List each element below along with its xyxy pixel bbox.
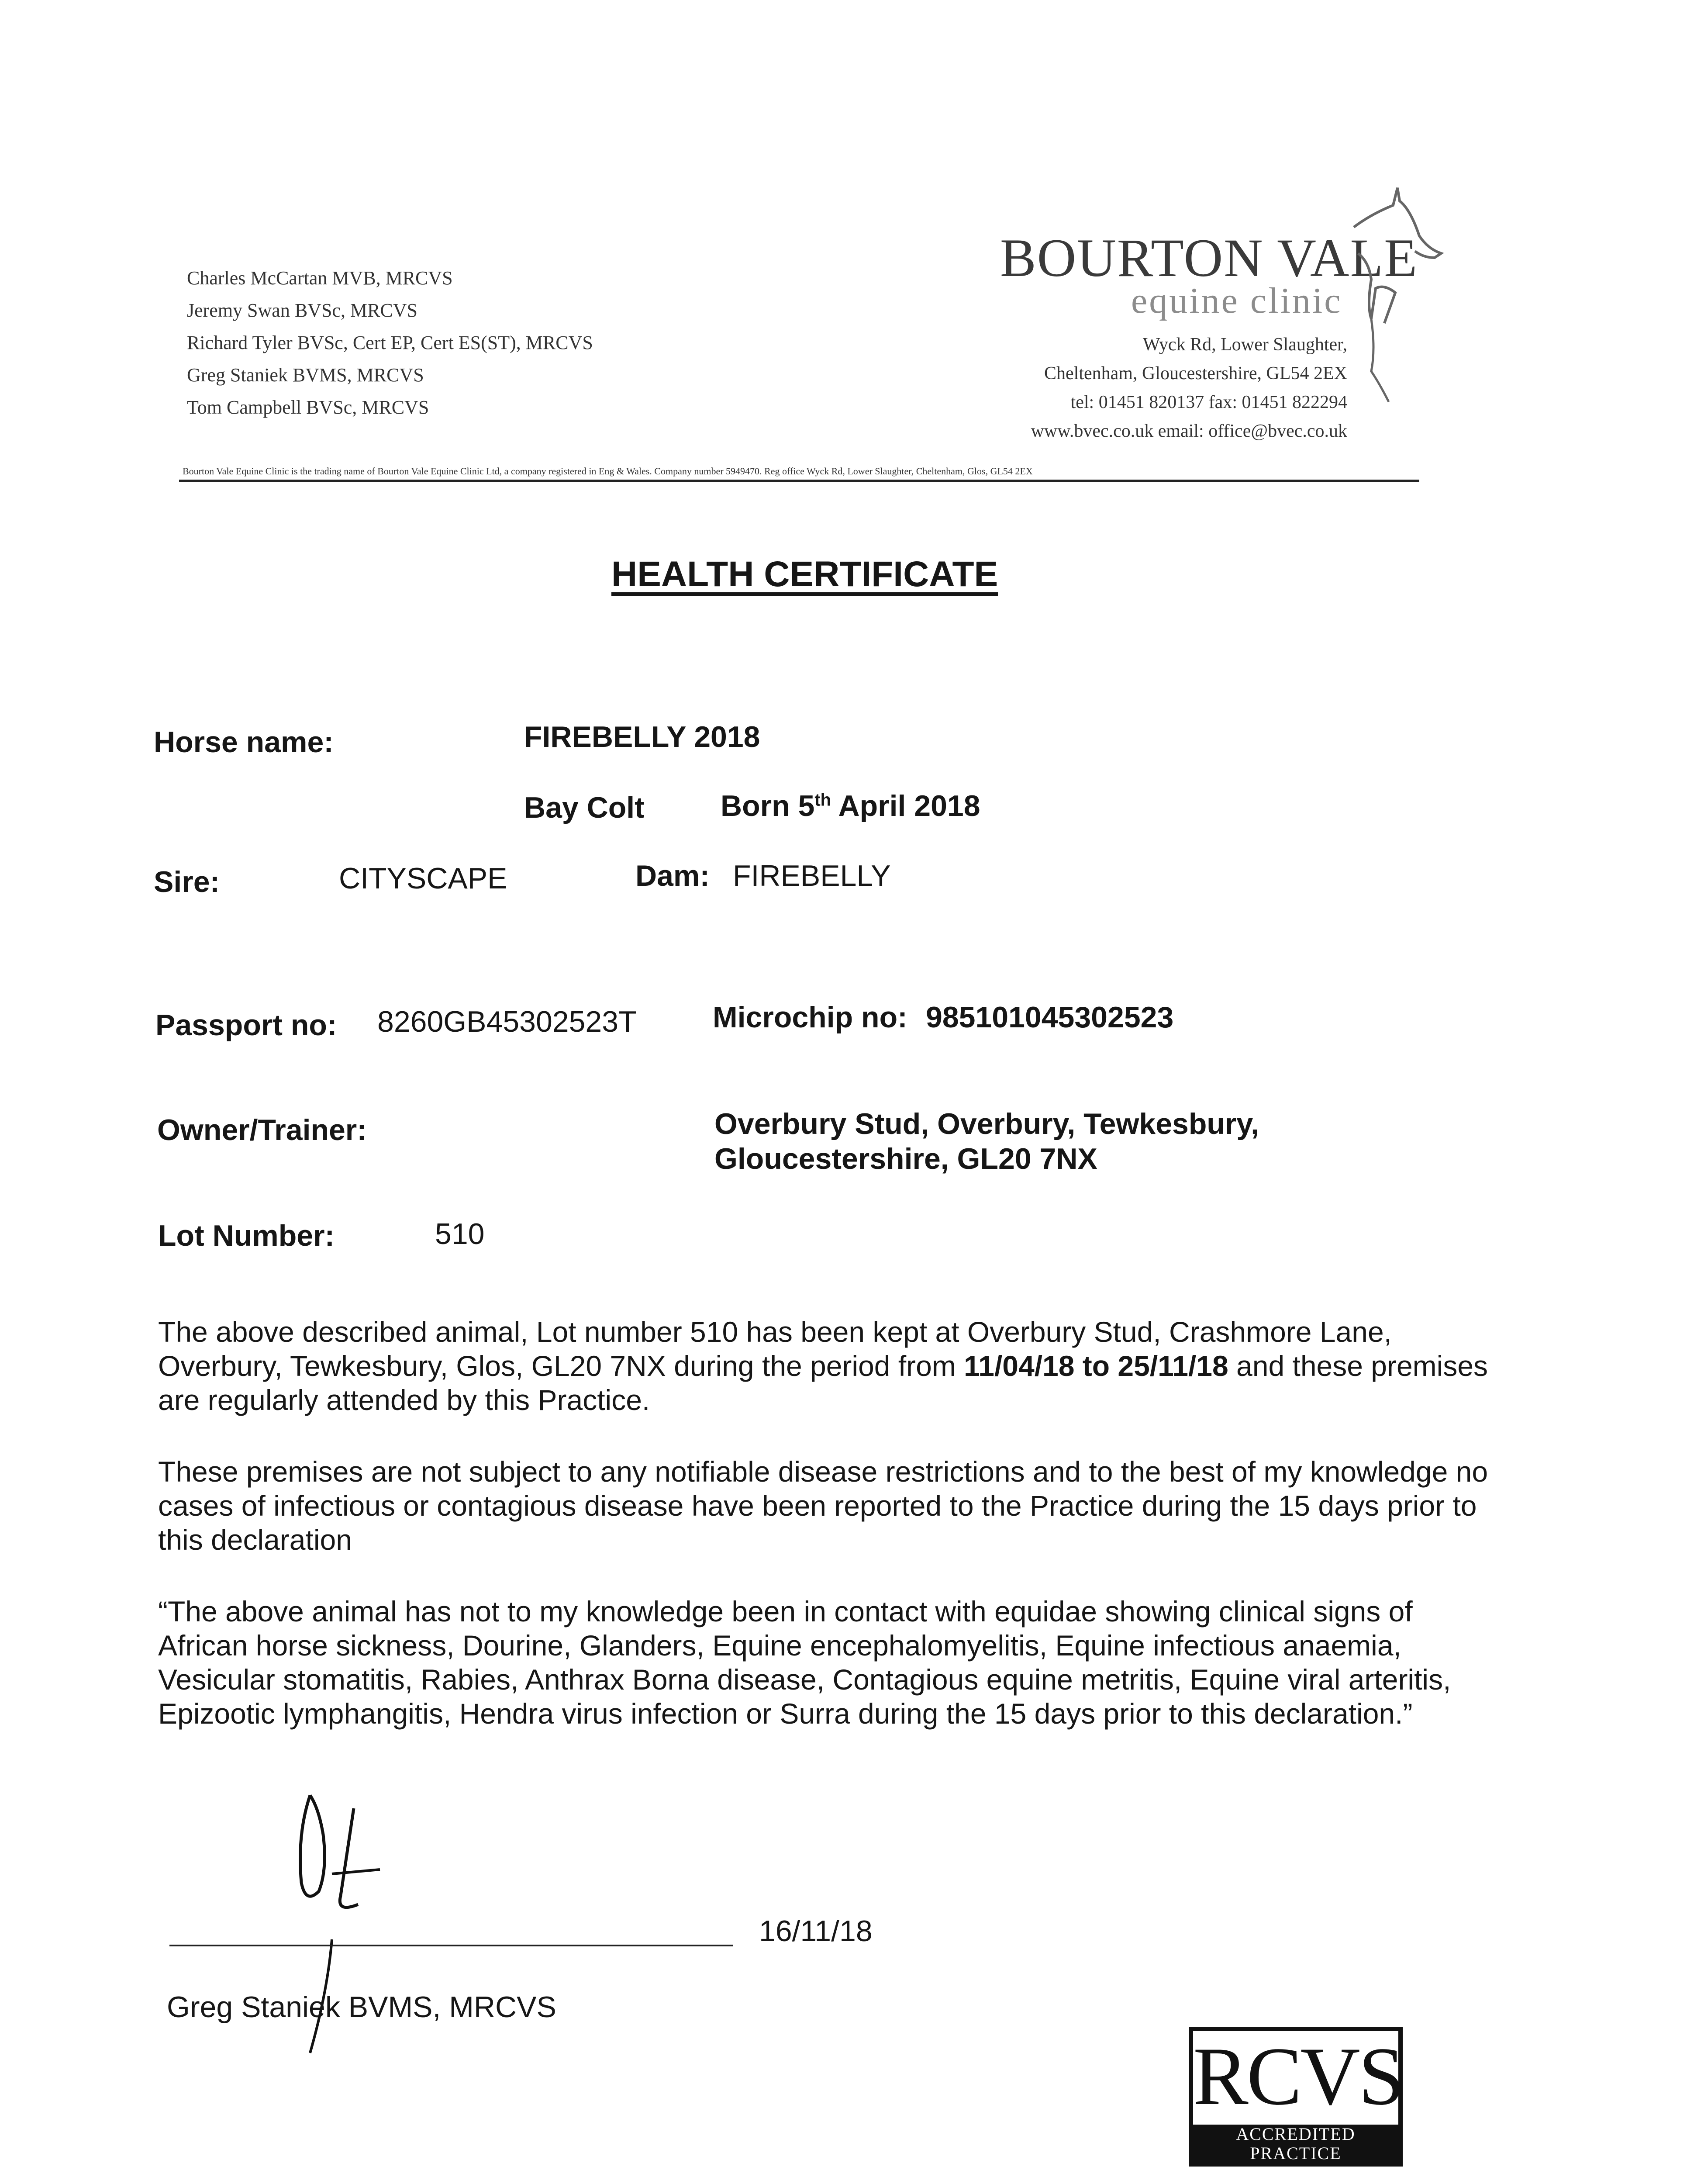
vet-name: Charles McCartan MVB, MRCVS [187, 267, 453, 289]
signature-line [169, 1945, 733, 1946]
horse-name-label: Horse name: [154, 726, 334, 759]
clinic-logo-subtitle: equine clinic [1131, 280, 1342, 321]
clinic-logo-name: BOURTON VALE [1000, 228, 1418, 288]
address-line: Cheltenham, Gloucestershire, GL54 2EX [1044, 363, 1347, 384]
address-line: Wyck Rd, Lower Slaughter, [1142, 335, 1347, 355]
registration-note: Bourton Vale Equine Clinic is the trading name of Bourton Vale Equine Clinic Ltd, a company registered in Eng & Wales. Company number 5949470. Reg office Wyck Rd, Lower Slaughter, Cheltenham, Glos, GL54 2EX [183, 466, 1033, 477]
rcvs-accredited-badge [1189, 2027, 1403, 2167]
vet-name: Tom Campbell BVSc, MRCVS [187, 397, 429, 418]
paragraph-premises: The above described animal, Lot number 510 has been kept at Overbury Stud, Crashmore Lane, Overbury, Tewkesbury, Glos, GL20 7NX during the period from 11/04/18 to 25/11/18 and these premises are regularly attended by this Practice. [158, 1316, 1488, 1416]
colour-sex-value: Bay Colt [524, 791, 645, 824]
clinic-address [1031, 330, 1347, 446]
owner-line-2: Gloucestershire, GL20 7NX [714, 1142, 1097, 1175]
sire-value: CITYSCAPE [339, 862, 507, 895]
rcvs-badge-line: PRACTICE [1250, 2143, 1342, 2163]
rcvs-badge-band [1193, 2125, 1398, 2162]
address-line: tel: 01451 820137 fax: 01451 822294 [1070, 392, 1347, 412]
sire-label: Sire: [154, 865, 220, 898]
owner-line-1: Overbury Stud, Overbury, Tewkesbury, [714, 1107, 1259, 1140]
microchip-value: 985101045302523 [926, 1001, 1174, 1034]
lot-number-value: 510 [435, 1217, 485, 1251]
passport-label: Passport no: [155, 1009, 337, 1042]
owner-label: Owner/Trainer: [157, 1113, 367, 1147]
vet-name: Richard Tyler BVSc, Cert EP, Cert ES(ST), MRCVS [187, 332, 593, 353]
handwritten-signature [279, 1782, 419, 2079]
lot-number-label: Lot Number: [158, 1219, 335, 1252]
address-line: www.bvec.co.uk email: office@bvec.co.uk [1031, 421, 1347, 441]
paragraph-declaration: “The above animal has not to my knowledge been in contact with equidae showing clinical signs of African horse sickness, Dourine, Glanders, Equine encephalomyelitis, Equine infectious anaemia, Vesicular stomatitis, Rabies, Anthrax Borna disease, Contagious equine metritis, Equine viral arteritis, Epizootic lymphangitis, Hendra virus infection or Surra during the 15 days prior to this declaration.” [158, 1595, 1451, 1730]
header-divider [179, 480, 1419, 482]
horse-logo-icon [1345, 175, 1450, 419]
rcvs-badge-line: ACCREDITED [1236, 2124, 1356, 2144]
passport-value: 8260GB45302523T [377, 1005, 637, 1038]
signature-date: 16/11/18 [759, 1914, 873, 1948]
born-value: Born 5th April 2018 [721, 789, 980, 822]
dam-value: FIREBELLY [733, 859, 891, 892]
rcvs-badge-title: RCVS [1193, 2031, 1403, 2122]
microchip-label: Microchip no: [713, 1001, 907, 1034]
vet-name: Greg Staniek BVMS, MRCVS [187, 364, 424, 386]
signatory-name: Greg Staniek BVMS, MRCVS [167, 1990, 556, 2024]
document-title: HEALTH CERTIFICATE [611, 554, 998, 594]
vet-name: Jeremy Swan BVSc, MRCVS [187, 300, 418, 321]
vets-list [187, 262, 593, 424]
dam-label: Dam: [635, 859, 710, 892]
paragraph-restrictions: These premises are not subject to any notifiable disease restrictions and to the best of my knowledge no cases of infectious or contagious disease have been reported to the Practice during the 15 days prior to this declaration [158, 1455, 1488, 1556]
horse-name-value: FIREBELLY 2018 [524, 720, 760, 753]
